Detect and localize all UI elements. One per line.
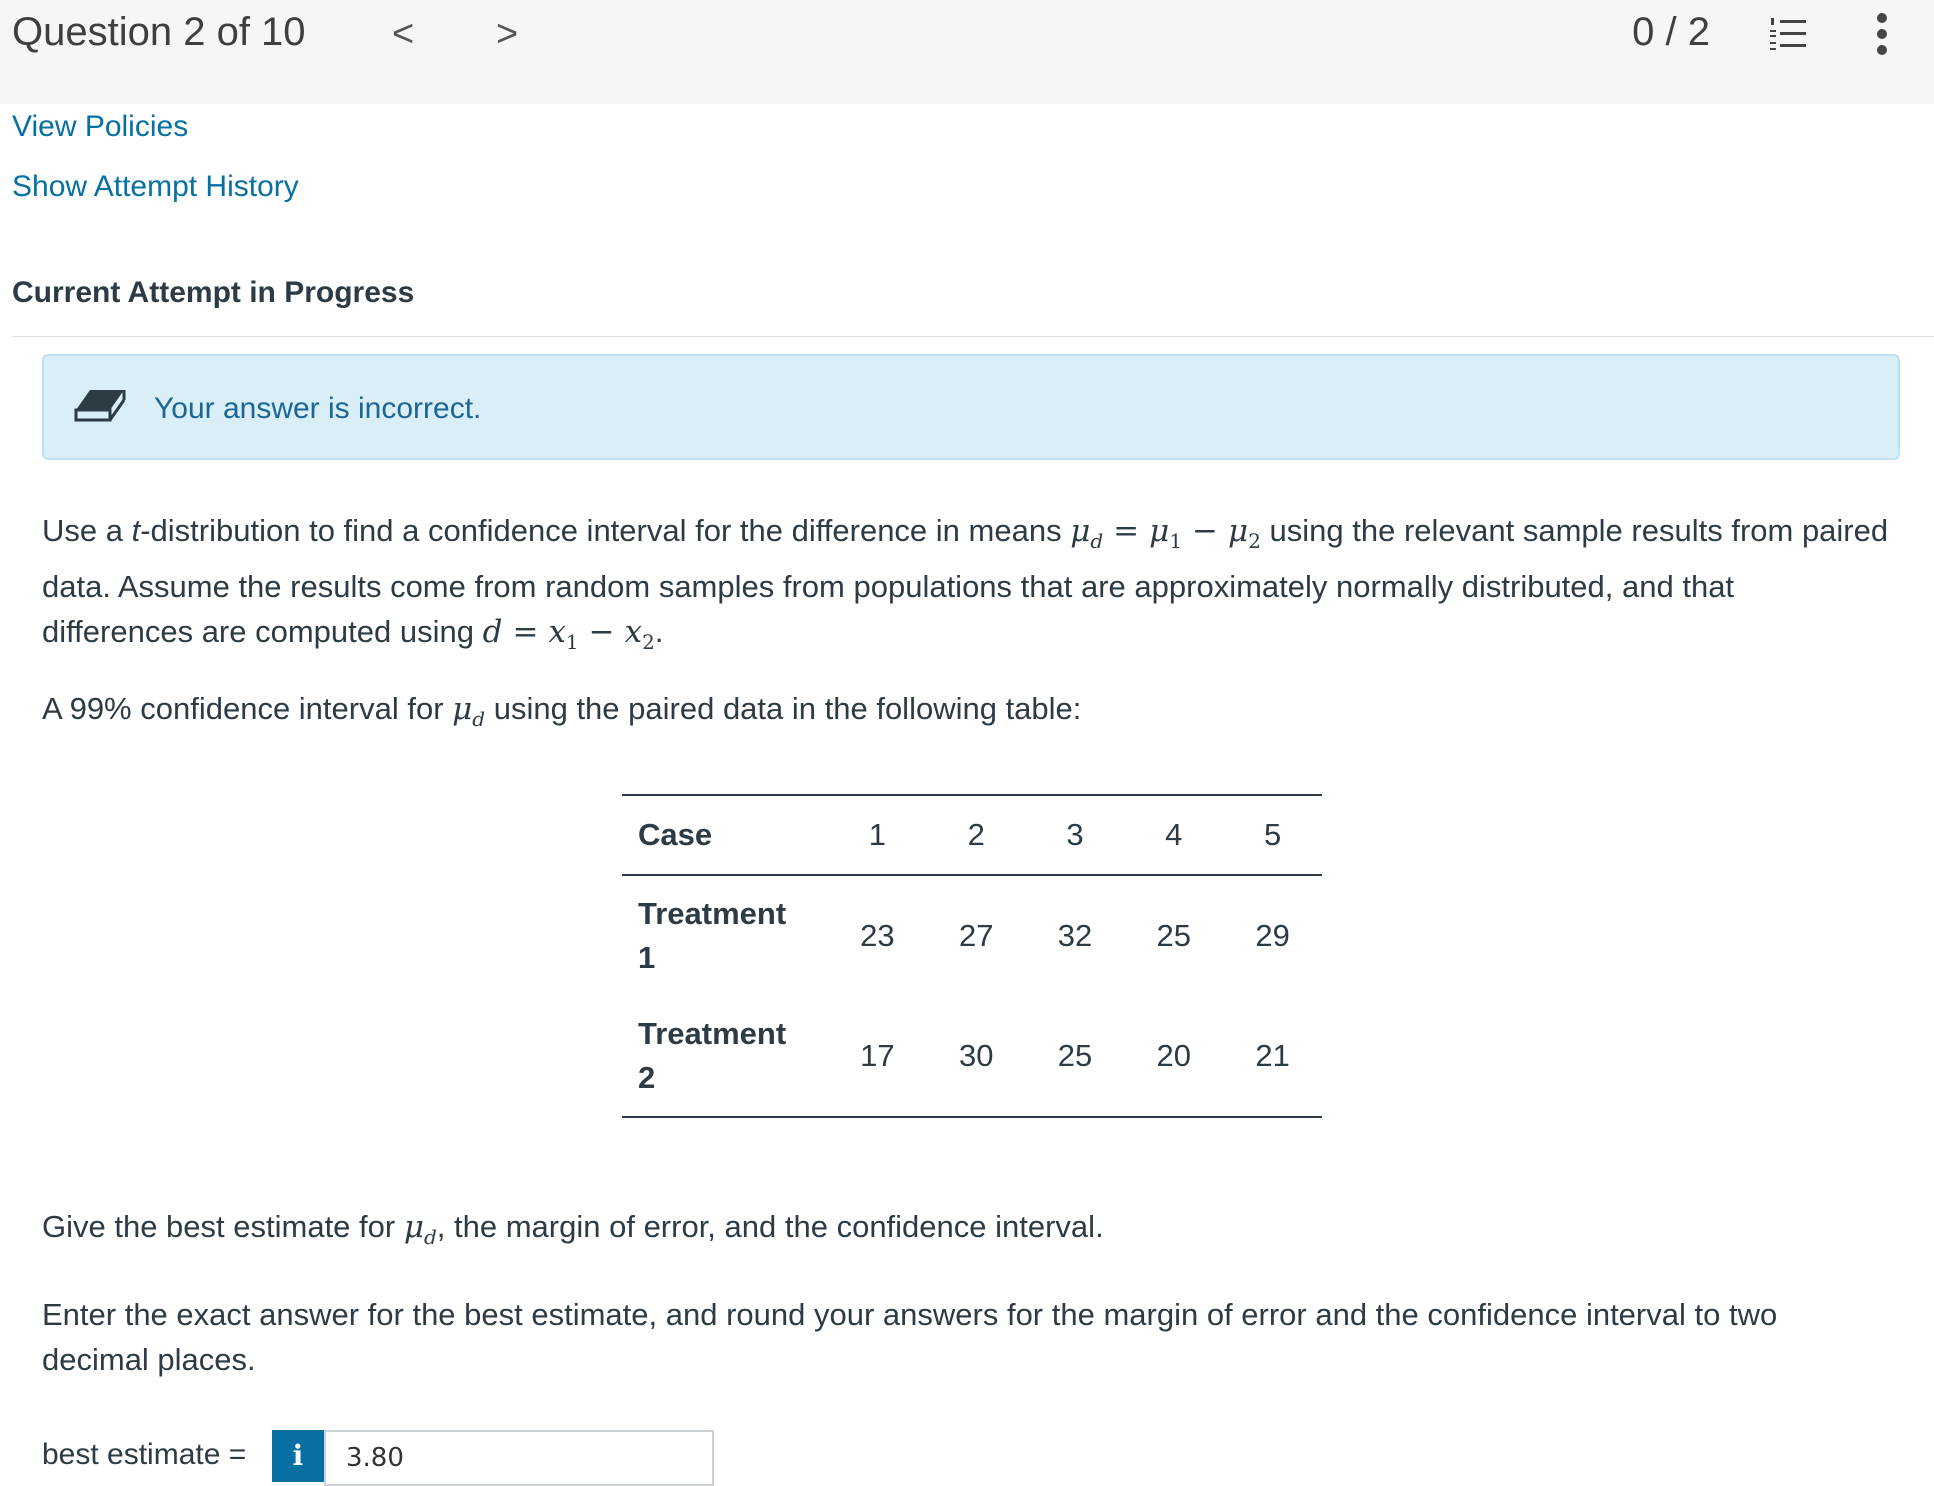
table-row [622, 875, 1322, 996]
eraser-icon [74, 386, 126, 426]
t-variable: t [131, 513, 141, 548]
table-header-row [622, 795, 1322, 875]
numbered-list-icon[interactable] [1768, 16, 1808, 52]
mu-d-symbol: $\mu_d$ [452, 691, 486, 732]
table-header-cell: 2 [967, 817, 985, 852]
confidence-interval-prompt: A 99% confidence interval for $\mu_d$ using the paired data in the following table: [42, 691, 1082, 732]
table-header-cell: 3 [1066, 817, 1084, 852]
row-label: Treatment 1 [638, 896, 787, 975]
table-cell: 21 [1255, 1038, 1290, 1073]
question-instructions: Use a t-distribution to find a confidence interval for the difference in means $\mu_d = \mu_1 - \mu_2$ using the relevant sample results from paired data. Assume the results come from random samples from populations that are approximately normally distributed, and that differences are computed using $d = x_1 - x_2$. [42, 513, 1889, 655]
table-cell: 25 [1057, 1038, 1093, 1073]
table-row [622, 996, 1322, 1117]
section-divider [12, 336, 1934, 337]
table-header-cell: Case [638, 817, 713, 852]
rounding-instructions: Enter the exact answer for the best estimate, and round your answers for the margin of error and the confidence interval to two decimal places. [42, 1297, 1778, 1377]
previous-question-button[interactable]: < [392, 13, 415, 55]
attempt-status-heading: Current Attempt in Progress [12, 276, 415, 309]
more-vertical-icon[interactable] [1872, 12, 1892, 56]
alert-message: Your answer is incorrect. [154, 392, 482, 425]
estimate-prompt: Give the best estimate for $\mu_d$, the margin of error, and the confidence interval. [42, 1209, 1104, 1250]
mu-d-equation: $\mu_d = \mu_1 - \mu_2$ [1070, 513, 1261, 554]
table-cell: 29 [1255, 918, 1290, 953]
table-header-cell: 5 [1263, 817, 1282, 852]
row-label: Treatment 2 [638, 1016, 787, 1095]
table-cell: 27 [958, 918, 994, 953]
view-policies-link[interactable]: View Policies [12, 110, 189, 143]
paired-data-table [622, 794, 1322, 1118]
question-score: 0 / 2 [1632, 10, 1710, 54]
table-header-cell: 1 [868, 817, 887, 852]
info-button[interactable]: i [272, 1430, 324, 1482]
table-cell: 17 [860, 1038, 895, 1073]
difference-equation: $d = x_1 - x_2$ [482, 614, 655, 655]
table-cell: 32 [1057, 918, 1093, 953]
mu-d-symbol: $\mu_d$ [403, 1209, 437, 1250]
table-cell: 23 [860, 918, 895, 953]
question-title: Question 2 of 10 [12, 10, 306, 54]
question-header [0, 0, 1934, 104]
show-attempt-history-link[interactable]: Show Attempt History [12, 170, 299, 203]
next-question-button[interactable]: > [496, 13, 519, 55]
table-cell: 30 [958, 1038, 994, 1073]
best-estimate-input[interactable] [324, 1430, 714, 1486]
table-cell: 20 [1156, 1038, 1192, 1073]
best-estimate-label: best estimate = [42, 1438, 247, 1471]
table-header-cell: 4 [1165, 817, 1183, 852]
incorrect-answer-alert [42, 354, 1900, 460]
table-cell: 25 [1156, 918, 1192, 953]
